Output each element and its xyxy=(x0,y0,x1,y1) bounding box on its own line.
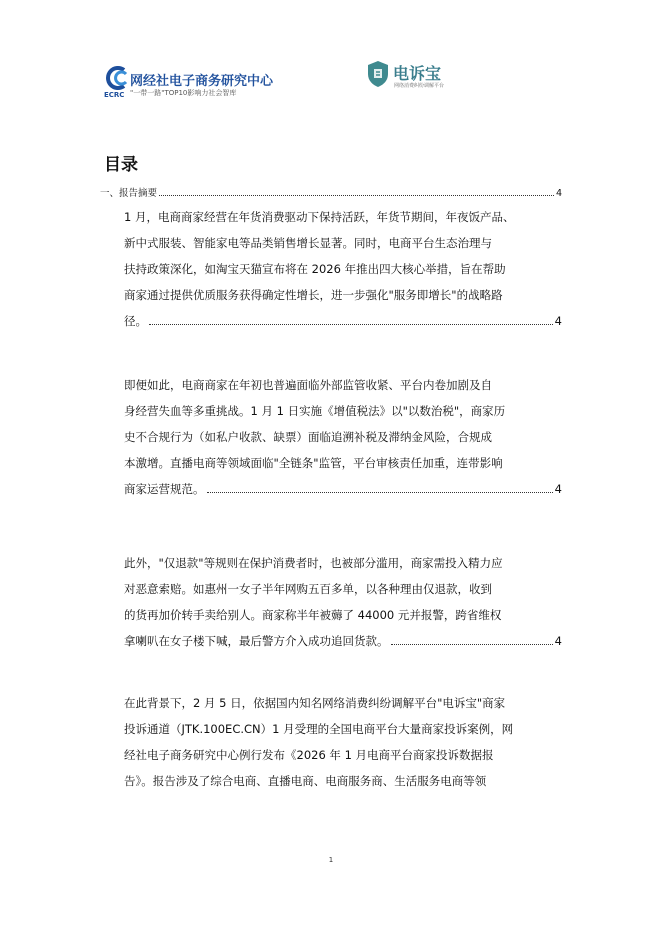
toc-entry-line: 的货再加价转手卖给别人。商家称半年被薅了 44000 元并报警，跨省维权 xyxy=(124,608,502,622)
toc-entry-line: 商家运营规范。 xyxy=(124,482,205,496)
toc-title: 目录 xyxy=(104,155,138,175)
page-header xyxy=(0,60,662,108)
ecrc-logo-abbr: ECRC xyxy=(104,91,125,99)
toc-entry-line: 经社电子商务研究中心例行发布《2026 年 1 月电商平台商家投诉数据报 xyxy=(124,748,494,762)
toc-leader-dots xyxy=(149,324,553,325)
dianshubao-logo-subtitle: 网络消费纠纷调解平台 xyxy=(394,83,445,89)
toc-section-entry[interactable] xyxy=(100,185,562,199)
toc-entry-line: 商家通过提供优质服务获得确定性增长，进一步强化"服务即增长"的战略路 xyxy=(124,288,503,302)
toc-entry-line: 身经营失血等多重挑战。1 月 1 日实施《增值税法》以"以数治税"，商家历 xyxy=(124,404,506,418)
page-number: 1 xyxy=(328,856,334,864)
toc-entry-last-line xyxy=(124,308,562,334)
toc-page-number: 4 xyxy=(555,188,562,199)
toc-entry-line: 投诉通道（JTK.100EC.CN）1 月受理的全国电商平台大量商家投诉案例，网 xyxy=(124,722,514,736)
toc-entry-line: 告》。报告涉及了综合电商、直播电商、电商服务商、生活服务电商等领 xyxy=(124,774,487,788)
toc-entry-line: 新中式服装、智能家电等品类销售增长显著。同时，电商平台生态治理与 xyxy=(124,236,492,250)
toc-entry-line: 对恶意索赔。如惠州一女子半年网购五百多单，以各种理由仅退款，收到 xyxy=(124,582,492,596)
toc-entry-line: 径。 xyxy=(124,314,147,328)
toc-entry-line: 本激增。直播电商等领域面临"全链条"监管，平台审核责任加重，连带影响 xyxy=(124,456,503,470)
toc-page-number: 4 xyxy=(554,634,562,648)
toc-entry-line: 此外，"仅退款"等规则在保护消费者时，也被部分滥用，商家需投入精力应 xyxy=(124,556,503,570)
dianshubao-logo xyxy=(366,60,496,100)
ecrc-logo xyxy=(104,64,304,104)
ecrc-logo-title: 网经社电子商务研究中心 xyxy=(130,74,274,89)
toc-entry-last-line xyxy=(124,628,562,654)
toc-leader-dots xyxy=(391,644,553,645)
toc-entry-3[interactable] xyxy=(124,550,562,654)
toc-section-label: 一、报告摘要 xyxy=(100,188,158,199)
toc-entry-2[interactable] xyxy=(124,372,562,502)
toc-leader-dots xyxy=(207,492,553,493)
toc-entry-last-line xyxy=(124,476,562,502)
toc-page-number: 4 xyxy=(554,314,562,328)
toc-entry-line: 1 月，电商商家经营在年货消费驱动下保持活跃，年货节期间，年夜饭产品、 xyxy=(124,210,515,224)
dianshubao-logo-title: 电诉宝 xyxy=(393,64,442,83)
shield-icon xyxy=(366,60,390,88)
toc-leader-dots xyxy=(159,195,554,196)
toc-entry-line: 扶持政策深化，如淘宝天猫宣布将在 2026 年推出四大核心举措，旨在帮助 xyxy=(124,262,506,276)
toc-entry-line: 拿喇叭在女子楼下喊，最后警方介入成功追回货款。 xyxy=(124,634,389,648)
toc-page-number: 4 xyxy=(554,482,562,496)
toc-entry-line: 在此背景下，2 月 5 日，依据国内知名网络消费纠纷调解平台"电诉宝"商家 xyxy=(124,696,506,710)
toc-entry-4[interactable] xyxy=(124,690,562,794)
ecrc-logo-subtitle: "一带一路"TOP10影响力社会智库 xyxy=(130,89,237,97)
toc-entry-1[interactable] xyxy=(124,204,562,334)
toc-entry-line: 史不合规行为（如私户收款、缺票）面临追溯补税及滞纳金风险，合规成 xyxy=(124,430,492,444)
toc-entry-line: 即便如此，电商商家在年初也普遍面临外部监管收紧、平台内卷加剧及自 xyxy=(124,378,492,392)
ecrc-mark-icon xyxy=(104,64,130,92)
